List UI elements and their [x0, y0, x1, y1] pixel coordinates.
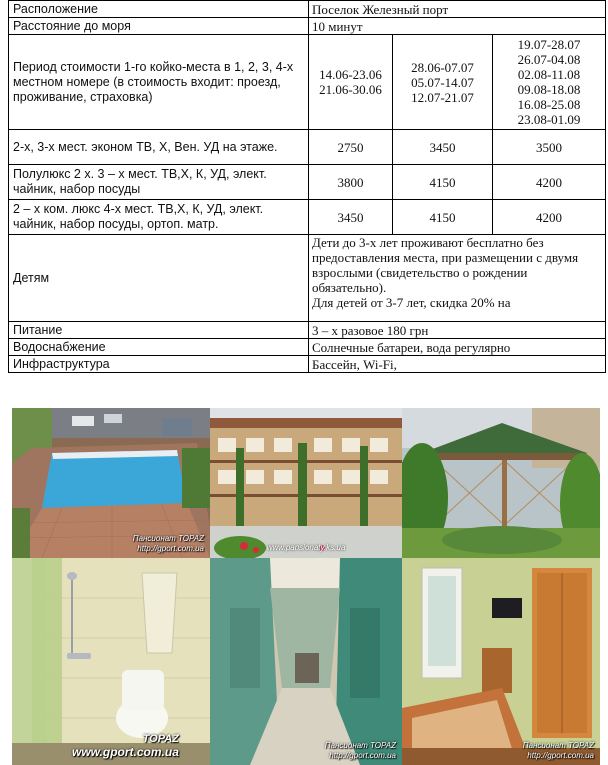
row-room-economy — [9, 130, 606, 165]
children-label: Детям — [9, 235, 309, 322]
row-water — [9, 339, 606, 356]
building-watermark: www.pansionaty.ks.ua — [266, 543, 346, 552]
row-room-semilux — [9, 165, 606, 200]
price-cell: 4200 — [493, 200, 606, 235]
corridor-image — [210, 558, 402, 765]
period-date: 19.07-28.07 — [517, 37, 581, 52]
watermark-line: Пансионат TOPAZ — [324, 741, 396, 750]
water-label: Водоснабжение — [9, 339, 309, 356]
price-cell: 2750 — [309, 130, 393, 165]
infra-label: Инфраструктура — [9, 356, 309, 373]
distance-value: 10 минут — [309, 18, 606, 35]
period-date: 05.07-14.07 — [411, 74, 474, 90]
price-table — [8, 0, 606, 373]
period-date: 14.06-23.06 — [319, 67, 382, 82]
watermark-line: Пансионат TOPAZ — [132, 534, 204, 543]
room-image — [402, 558, 600, 765]
row-location — [9, 1, 606, 18]
photo-collage — [12, 408, 600, 765]
watermark-line: www.gport.com.ua — [72, 745, 179, 759]
price-cell: 4200 — [493, 165, 606, 200]
price-cell: 4150 — [393, 200, 493, 235]
room-label: 2 – х ком. люкс 4-х мест. ТВ,Х, К, УД, элект. чайник, набор посуды, ортоп. матр. — [9, 200, 309, 235]
food-label: Питание — [9, 322, 309, 339]
period-col3 — [493, 35, 606, 130]
children-discount: Для детей от 3-7 лет, скидка 20% на — [312, 295, 511, 310]
room-label: 2-х, 3-х мест. эконом ТВ, Х, Вен. УД на этаже. — [9, 130, 309, 165]
period-date: 26.07-04.08 — [517, 52, 581, 67]
watermark-line: TOPAZ — [142, 733, 179, 745]
row-room-lux — [9, 200, 606, 235]
row-period — [9, 35, 606, 130]
row-children — [9, 235, 606, 322]
period-label: Период стоимости 1-го койко-места в 1, 2, 3, 4-х местном номере (в стоимость входит: проезд, проживание, страховка) — [9, 35, 309, 130]
period-date: 09.08-18.08 — [517, 82, 581, 97]
photo-room — [402, 558, 600, 765]
pool-watermark — [133, 534, 204, 554]
watermark-line: http://gport.com.ua — [137, 544, 204, 553]
row-infrastructure — [9, 356, 606, 373]
period-date: 12.07-21.07 — [411, 89, 474, 105]
row-distance — [9, 18, 606, 35]
infra-value: Бассейн, Wi-Fi, — [309, 356, 606, 373]
watermark-line: http://gport.com.ua — [329, 751, 396, 760]
row-food — [9, 322, 606, 339]
period-col1 — [309, 35, 393, 130]
corridor-watermark — [325, 741, 396, 761]
room-label: Полулюкс 2 х. 3 – х мест. ТВ,Х, К, УД, элект. чайник, набор посуды — [9, 165, 309, 200]
children-text: Дети до 3-х лет проживают бесплатно без предоставления места, при размещении с двумя взрослыми (свидетельство о рождении обязательно). — [312, 235, 579, 295]
gazebo-image — [402, 408, 600, 558]
period-date: 02.08-11.08 — [517, 67, 581, 82]
photo-corridor — [210, 558, 402, 765]
watermark-line: Пансионат TOPAZ — [522, 741, 594, 750]
room-watermark — [523, 741, 594, 761]
building-image — [210, 408, 402, 558]
photo-building — [210, 408, 402, 558]
location-value: Поселок Железный порт — [309, 1, 606, 18]
price-cell: 4150 — [393, 165, 493, 200]
water-value: Солнечные батареи, вода регулярно — [309, 339, 606, 356]
period-date: 21.06-30.06 — [319, 82, 382, 97]
price-cell: 3450 — [309, 200, 393, 235]
photo-pool — [12, 408, 210, 558]
children-value — [309, 235, 606, 322]
price-cell: 3450 — [393, 130, 493, 165]
price-cell: 3500 — [493, 130, 606, 165]
period-date: 23.08-01.09 — [517, 112, 581, 127]
bathroom-watermark — [72, 733, 179, 759]
period-date: 16.08-25.08 — [517, 97, 581, 112]
food-value: 3 – х разовое 180 грн — [309, 322, 606, 339]
distance-label: Расстояние до моря — [9, 18, 309, 35]
photo-bathroom — [12, 558, 210, 765]
photo-gazebo — [402, 408, 600, 558]
period-date: 28.06-07.07 — [411, 59, 474, 75]
period-col2 — [393, 35, 493, 130]
price-cell: 3800 — [309, 165, 393, 200]
location-label: Расположение — [9, 1, 309, 18]
watermark-line: http://gport.com.ua — [527, 751, 594, 760]
